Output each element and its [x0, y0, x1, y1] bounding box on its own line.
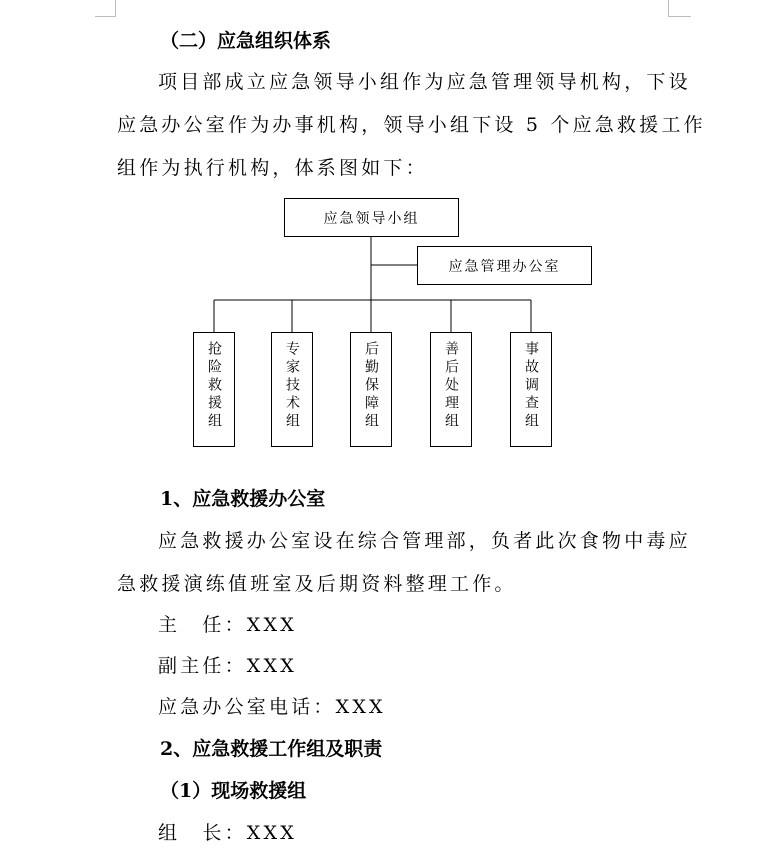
sec2-sub-heading: （1）现场救援组	[160, 780, 307, 802]
page-corner-mark-right	[668, 0, 691, 17]
intro-line-2: 应急办公室作为办事机构，领导小组下设 5 个应急救援工作	[117, 114, 706, 136]
box-group-expert: 专家技术组	[271, 332, 313, 447]
box-group-rescue: 抢险救援组	[193, 332, 235, 447]
sec2-heading: 2、应急救援工作组及职责	[160, 738, 383, 760]
sec1-director: 主 任：XXX	[158, 614, 297, 636]
page-corner-mark-left	[95, 0, 116, 17]
box-management-office: 应急管理办公室	[417, 246, 592, 285]
box-group-logistics: 后勤保障组	[350, 332, 392, 447]
intro-line-3: 组作为执行机构，体系图如下：	[117, 157, 428, 179]
box-group-investigation: 事故调查组	[510, 332, 552, 447]
sec1-heading: 1、应急救援办公室	[160, 488, 326, 510]
box-leadership-group: 应急领导小组	[284, 198, 459, 237]
sec1-phone: 应急办公室电话：XXX	[158, 696, 386, 718]
box-group-aftermath: 善后处理组	[430, 332, 472, 447]
sec1-deputy: 副主任：XXX	[158, 655, 297, 677]
sec1-desc-line-1: 应急救援办公室设在综合管理部，负者此次食物中毒应	[158, 530, 691, 552]
sec1-desc-line-2: 急救援演练值班室及后期资料整理工作。	[117, 573, 517, 595]
section-heading: （二）应急组织体系	[160, 30, 332, 52]
intro-line-1: 项目部成立应急领导小组作为应急管理领导机构，下设	[158, 71, 691, 93]
sec2-leader: 组 长：XXX	[158, 822, 297, 844]
